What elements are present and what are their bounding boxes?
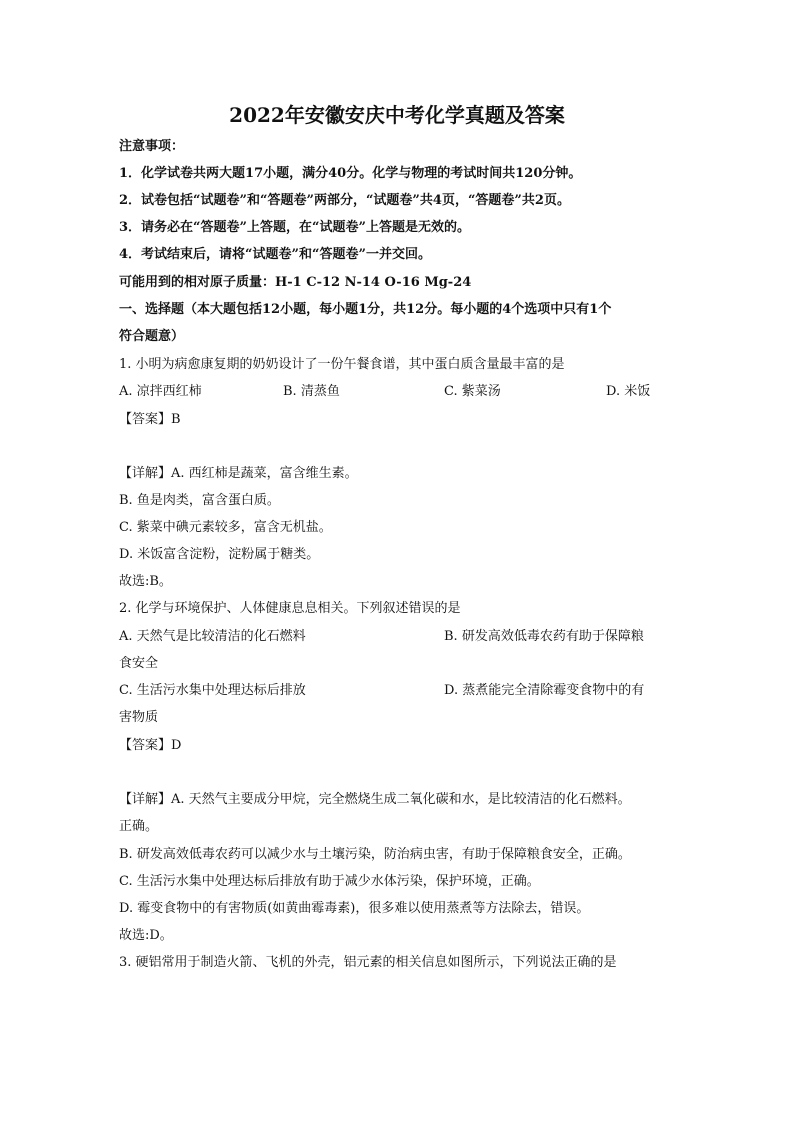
notice-item-4: 4．考试结束后，请将“试题卷”和“答题卷”一并交回。 xyxy=(119,247,431,262)
q2-option-a: A. 天然气是比较清洁的化石燃料 xyxy=(119,629,306,644)
page-title: 2022年安徽安庆中考化学真题及答案 xyxy=(229,103,565,127)
q2-detail-line: B. 研发高效低毒农药可以减少水与土壤污染，防治病虫害，有助于保障粮食安全，正确。 xyxy=(119,847,631,862)
q2-detail-line: D. 霉变食物中的有害物质(如黄曲霉毒素)，很多难以使用蒸煮等方法除去，错误。 xyxy=(119,901,590,916)
q1-option-c: C. 紫菜汤 xyxy=(444,384,501,399)
q1-answer: 【答案】B xyxy=(119,412,181,427)
q2-option-b-cont: 食安全 xyxy=(119,656,159,671)
q2-option-c: C. 生活污水集中处理达标后排放 xyxy=(119,683,306,698)
q2-detail-line: 正确。 xyxy=(119,819,159,834)
notice-heading: 注意事项： xyxy=(119,139,185,154)
q1-option-b: B. 清蒸鱼 xyxy=(283,384,340,399)
q2-detail-line: 故选:D。 xyxy=(119,928,173,943)
q1-option-d: D. 米饭 xyxy=(606,384,651,399)
q1-detail-line: 【详解】A. 西红柿是蔬菜，富含维生素。 xyxy=(119,466,358,481)
q2-option-d: D. 蒸煮能完全清除霉变食物中的有 xyxy=(444,683,645,698)
section1-heading: 一、选择题（本大题包括12小题，每小题1分，共12分。每小题的4个选项中只有1个 xyxy=(119,302,612,317)
atomic-mass-line: 可能用到的相对原子质量：H-1 C-12 N-14 O-16 Mg-24 xyxy=(119,275,472,290)
section1-heading-cont: 符合题意） xyxy=(119,329,185,344)
q1-stem: 1. 小明为病愈康复期的奶奶设计了一份午餐食谱，其中蛋白质含量最丰富的是 xyxy=(119,357,565,372)
q1-detail-line: B. 鱼是肉类，富含蛋白质。 xyxy=(119,493,280,508)
q2-detail-line: 【详解】A. 天然气主要成分甲烷，完全燃烧生成二氧化碳和水，是比较清洁的化石燃料。 xyxy=(119,792,631,807)
q3-stem: 3. 硬铝常用于制造火箭、飞机的外壳，铝元素的相关信息如图所示，下列说法正确的是 xyxy=(119,955,617,970)
notice-item-3: 3．请务必在“答题卷”上答题，在“试题卷”上答题是无效的。 xyxy=(119,220,470,235)
q1-detail-line: D. 米饭富含淀粉，淀粉属于糖类。 xyxy=(119,547,320,562)
q1-option-a: A. 凉拌西红柿 xyxy=(119,384,202,399)
q2-option-b: B. 研发高效低毒农药有助于保障粮 xyxy=(444,629,644,644)
q2-answer: 【答案】D xyxy=(119,738,182,753)
q1-detail-line: 故选:B。 xyxy=(119,574,172,589)
notice-item-1: 1．化学试卷共两大题17小题，满分40分。化学与物理的考试时间共120分钟。 xyxy=(119,166,582,181)
q2-detail-line: C. 生活污水集中处理达标后排放有助于减少水体污染，保护环境，正确。 xyxy=(119,874,540,889)
q2-stem: 2. 化学与环境保护、人体健康息息相关。下列叙述错误的是 xyxy=(119,601,461,616)
q1-detail-line: C. 紫菜中碘元素较多，富含无机盐。 xyxy=(119,520,332,535)
notice-item-2: 2．试卷包括“试题卷”和“答题卷”两部分，“试题卷”共4页，“答题卷”共2页。 xyxy=(119,193,570,208)
q2-option-d-cont: 害物质 xyxy=(119,710,159,725)
